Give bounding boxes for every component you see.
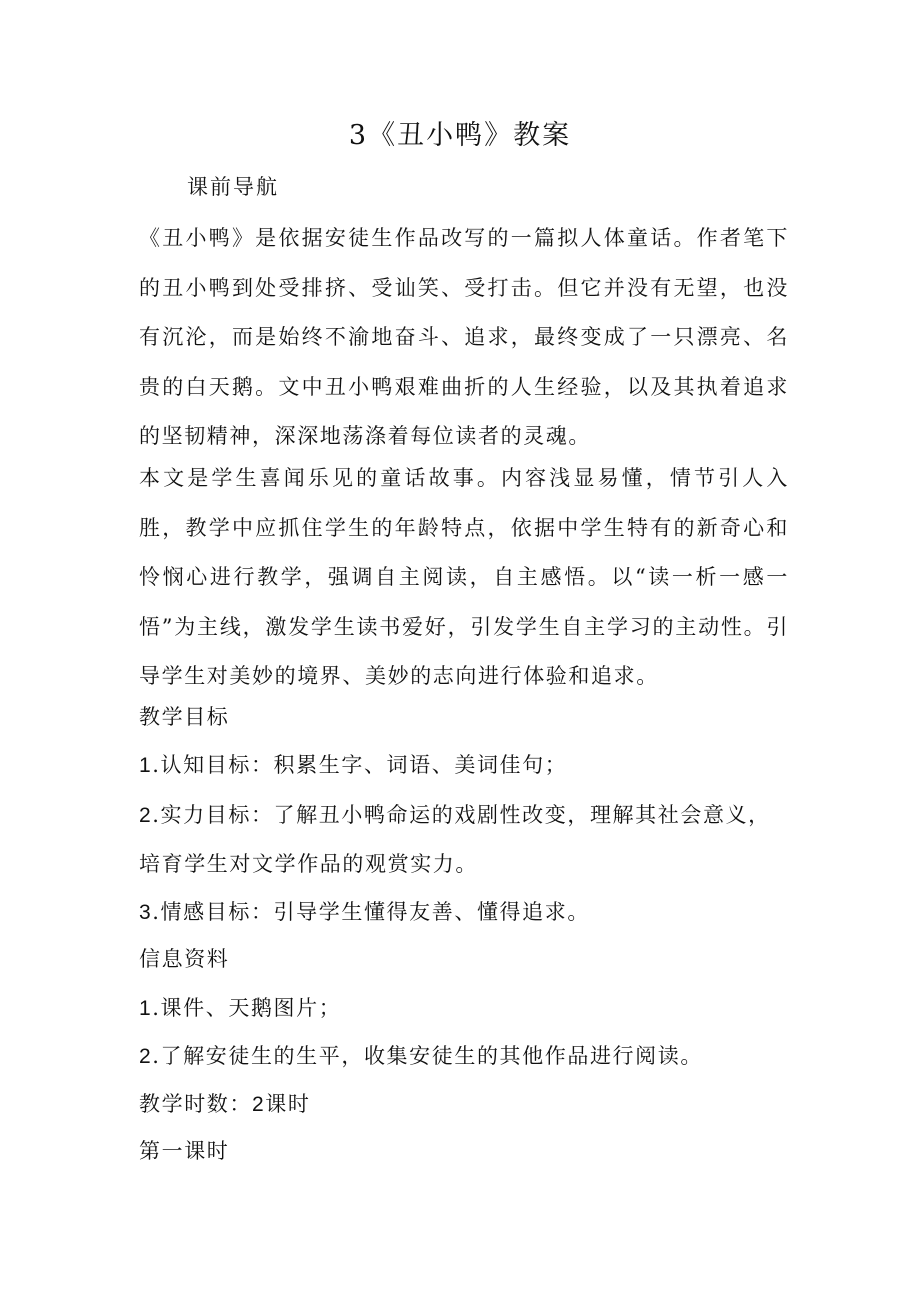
section-preview-heading: 课前导航 [187,175,279,199]
material-text: .课件、天鹅图片； [152,996,342,1020]
material-number: 2 [139,1045,153,1068]
hours-label: 教学时数： [139,1092,252,1116]
material-item-2 [139,1040,703,1073]
goal-number: 3 [139,901,153,924]
material-text: .了解安徒生的生平，收集安徒生的其他作品进行阅读。 [152,1044,703,1068]
materials-heading: 信息资料 [139,947,230,971]
material-number: 1 [139,997,153,1020]
intro-paragraph: 《丑小鸭》是依据安徒生作品改写的一篇拟人体童话。作者笔下的丑小鸭到处受排挤、受讪笑、受打击。但它并没有无望，也没有沉沦，而是始终不渝地奋斗、追求，最终变成了一只漂亮、名贵的白天鹅。文中丑小鸭艰难曲折的人生经验，以及其执着追求的坚韧精神，深深地荡涤着每位读者的灵魂。 [139,226,789,449]
teaching-hours [139,1088,310,1121]
hours-value: 2 [252,1093,266,1116]
material-item-1 [139,992,341,1025]
goal-number: 2 [139,804,153,827]
hours-unit: 课时 [265,1092,311,1116]
first-lesson-heading: 第一课时 [139,1139,230,1163]
goal-item-1 [139,749,567,782]
goal-item-2 [139,791,789,889]
goal-text: .认知目标：积累生字、词语、美词佳句； [152,753,568,777]
goal-text: .实力目标：了解丑小鸭命运的戏剧性改变，理解其社会意义，培育学生对文学作品的观赏实力。 [139,803,771,876]
goal-text: .情感目标：引导学生懂得友善、懂得追求。 [152,900,590,924]
document-title [0,116,920,156]
teaching-approach-paragraph: 本文是学生喜闻乐见的童话故事。内容浅显易懂，情节引人入胜，教学中应抓住学生的年龄特点，依据中学生特有的新奇心和怜悯心进行教学，强调自主阅读，自主感悟。以“读一析一感一悟”为主线，激发学生读书爱好，引发学生自主学习的主动性。引导学生对美妙的境界、美妙的志向进行体验和追求。 [139,466,789,689]
goals-heading: 教学目标 [139,705,230,729]
goal-number: 1 [139,754,153,777]
goal-item-3 [139,896,590,929]
title-text: 3《丑小鸭》教案 [348,120,572,151]
